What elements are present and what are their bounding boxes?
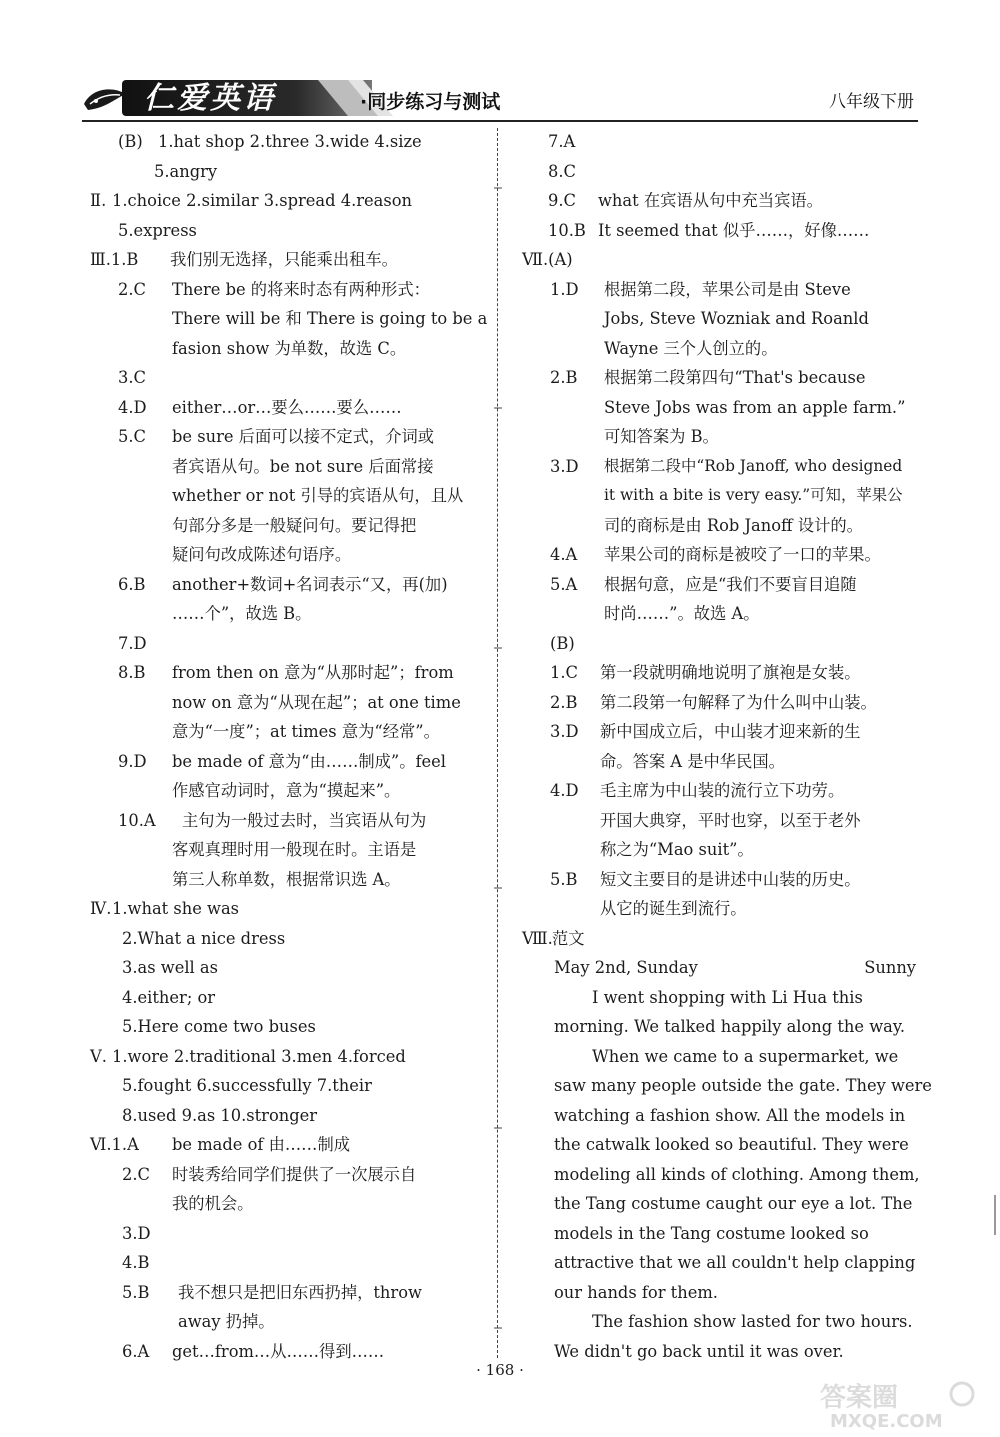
item-text: 者宾语从句。be not sure 后面常接 xyxy=(172,456,434,476)
answer-line xyxy=(522,452,918,482)
answer-line xyxy=(114,157,489,187)
answer-line xyxy=(114,658,489,688)
essay-text: saw many people outside the gate. They were xyxy=(554,1076,932,1095)
essay-line xyxy=(522,1219,918,1249)
item-text: 毛主席为中山装的流行立下功劳。 xyxy=(600,781,845,800)
item-text: 1.hat shop 2.three 3.wide 4.size xyxy=(158,132,422,151)
answer-line xyxy=(90,1130,489,1160)
answer-line xyxy=(522,186,918,216)
item-text: 我不想只是把旧东西扔掉，throw xyxy=(178,1282,422,1302)
item-text: 句部分多是一般疑问句。要记得把 xyxy=(172,515,417,535)
item-text: 称之为“Mao suit”。 xyxy=(600,840,754,859)
item-number: 1.D xyxy=(550,279,579,299)
answer-line xyxy=(114,570,489,600)
answer-line xyxy=(114,953,489,983)
item-number: 5.B xyxy=(550,869,578,889)
section-number: Ⅶ.(A) xyxy=(522,250,573,269)
essay-heading xyxy=(522,953,918,983)
answer-line xyxy=(114,1160,489,1190)
item-number: 9.C xyxy=(548,191,576,210)
item-text: 我们别无选择，只能乘出租车。 xyxy=(170,250,398,269)
answer-line xyxy=(522,334,918,364)
answer-line xyxy=(114,1219,489,1249)
answer-line xyxy=(114,747,489,777)
book-subtitle: ·同步练习与测试 xyxy=(360,91,501,113)
page-number: · 168 · xyxy=(476,1361,524,1379)
item-text: 根据第二段，苹果公司是由 Steve xyxy=(604,279,851,299)
answer-line xyxy=(114,1248,489,1278)
item-text: 3.as well as xyxy=(122,958,218,977)
item-number: 4.D xyxy=(550,781,579,800)
essay-date: May 2nd, Sunday xyxy=(554,958,698,977)
answer-line xyxy=(90,1042,489,1072)
answer-line xyxy=(114,1278,489,1308)
item-text: 新中国成立后，中山装才迎来新的生 xyxy=(600,722,861,741)
item-text: 4.either; or xyxy=(122,987,216,1007)
essay-line xyxy=(522,1307,918,1337)
item-text: It seemed that 似乎……，好像…… xyxy=(598,220,870,240)
answer-line xyxy=(522,806,918,836)
answer-line xyxy=(114,1012,489,1042)
answer-line xyxy=(114,511,489,541)
answer-line xyxy=(522,216,918,246)
answer-line xyxy=(522,835,918,865)
answer-line xyxy=(522,275,918,305)
essay-line xyxy=(522,1042,918,1072)
essay-text: modeling all kinds of clothing. Among them, xyxy=(554,1164,920,1184)
item-text: 根据第二段第四句“That's because xyxy=(604,368,866,387)
answer-line xyxy=(522,924,918,954)
divider-ticks xyxy=(492,128,504,1358)
item-number: (B) xyxy=(118,132,143,151)
essay-text: attractive that we all couldn't help clapping xyxy=(554,1253,916,1272)
answer-line xyxy=(522,570,918,600)
scan-edge-marks xyxy=(992,1195,998,1235)
section-number: Ⅴ. xyxy=(90,1046,107,1066)
item-number: 2.C xyxy=(118,279,146,299)
item-text: 疑问句改成陈述句语序。 xyxy=(172,545,352,564)
answer-line xyxy=(114,540,489,570)
item-number: 8.B xyxy=(118,663,146,682)
answer-line xyxy=(522,127,918,157)
answer-line xyxy=(90,186,489,216)
item-text: 2.What a nice dress xyxy=(122,928,286,948)
item-text: 第一段就明确地说明了旗袍是女装。 xyxy=(600,663,861,682)
item-number: 2.B xyxy=(550,692,578,712)
answer-line xyxy=(114,1071,489,1101)
item-text: 可知答案为 B。 xyxy=(604,427,719,446)
section-number: Ⅱ. xyxy=(90,191,107,210)
essay-line xyxy=(522,1130,918,1160)
answer-line xyxy=(522,245,918,275)
item-number: 10.A xyxy=(118,810,156,830)
answer-line xyxy=(114,806,489,836)
item-text: get…from…从……得到…… xyxy=(172,1341,385,1361)
item-number: 7.D xyxy=(118,633,147,653)
answer-line xyxy=(114,865,489,895)
essay-line xyxy=(522,1012,918,1042)
item-text: 时装秀给同学们提供了一次展示自 xyxy=(172,1164,417,1184)
essay-line xyxy=(522,1248,918,1278)
essay-line xyxy=(522,1189,918,1219)
essay-text: morning. We talked happily along the way. xyxy=(554,1017,906,1036)
answer-line xyxy=(522,776,918,806)
item-text: 客观真理时用一般现在时。主语是 xyxy=(172,840,417,859)
item-text: 司的商标是由 Rob Janoff 设计的。 xyxy=(604,515,863,535)
item-text: 从它的诞生到流行。 xyxy=(600,899,747,918)
item-text: 我的机会。 xyxy=(172,1194,254,1213)
answer-line xyxy=(114,629,489,659)
item-text: 时尚……”。故选 A。 xyxy=(604,604,760,623)
item-text: 5.angry xyxy=(154,161,218,181)
answer-line xyxy=(114,481,489,511)
header-rule xyxy=(82,120,918,122)
item-text: another+数词+名词表示“又，再(加) xyxy=(172,574,448,594)
item-text: either…or…要么……要么…… xyxy=(172,397,402,417)
essay-text: the Tang costume caught our eye a lot. The xyxy=(554,1194,913,1213)
item-number: 3.C xyxy=(118,368,146,387)
item-text: Jobs, Steve Wozniak and Roanld xyxy=(604,309,869,328)
item-number: 2.B xyxy=(550,368,578,387)
answer-line xyxy=(114,363,489,393)
item-text: 短文主要目的是讲述中山装的历史。 xyxy=(600,869,861,889)
item-number: 7.A xyxy=(548,132,576,151)
answer-line xyxy=(90,245,489,275)
answer-line xyxy=(522,540,918,570)
item-number: 3.D xyxy=(122,1223,151,1243)
answer-line xyxy=(522,629,918,659)
essay-line xyxy=(522,1337,918,1367)
answer-line xyxy=(114,275,489,305)
item-text: 作感官动词时，意为“摸起来”。 xyxy=(172,781,401,800)
item-number: 2.C xyxy=(122,1164,150,1184)
item-text: whether or not 引导的宾语从句，且从 xyxy=(172,486,464,505)
answer-line xyxy=(114,393,489,423)
answer-line xyxy=(114,1189,489,1219)
answer-line xyxy=(522,393,918,423)
watermark-url: MXQE.COM xyxy=(830,1411,943,1430)
answer-line xyxy=(114,776,489,806)
item-number: 4.D xyxy=(118,397,147,417)
answer-line xyxy=(114,1337,489,1367)
essay-text: our hands for them. xyxy=(554,1282,718,1302)
grade-label: 八年级下册 xyxy=(829,92,914,112)
right-column xyxy=(522,127,932,1366)
item-number: 8.C xyxy=(548,161,576,181)
answer-line xyxy=(114,835,489,865)
item-number: Ⅲ.1.B xyxy=(90,250,139,269)
item-number: 4.B xyxy=(122,1253,150,1272)
essay-text: We didn't go back until it was over. xyxy=(554,1341,844,1361)
item-number: 9.D xyxy=(118,751,147,771)
answer-line xyxy=(114,127,489,157)
item-text: 意为“一度”；at times 意为“经常”。 xyxy=(172,722,440,741)
section-number: Ⅷ. xyxy=(522,928,553,948)
essay-text: the catwalk looked so beautiful. They were xyxy=(554,1135,909,1154)
item-number: 1.C xyxy=(550,663,578,682)
answer-line xyxy=(114,422,489,452)
essay-weather: Sunny xyxy=(864,958,916,977)
answer-line xyxy=(522,865,918,895)
item-text: There be 的将来时态有两种形式： xyxy=(172,279,430,299)
item-text: 8.used 9.as 10.stronger xyxy=(122,1105,318,1125)
item-text: be sure 后面可以接不定式，介词或 xyxy=(172,427,435,446)
answer-line xyxy=(114,688,489,718)
answer-line xyxy=(522,894,918,924)
section-title: 范文 xyxy=(552,928,585,948)
essay-text: I went shopping with Li Hua this xyxy=(592,987,863,1007)
answer-line xyxy=(522,747,918,777)
answer-line xyxy=(522,658,918,688)
item-number: 3.D xyxy=(550,722,579,741)
answer-line xyxy=(522,688,918,718)
item-text: 5.express xyxy=(118,220,197,240)
item-text: 第二段第一句解释了为什么叫中山装。 xyxy=(600,692,877,712)
watermark-title: 答案圈 xyxy=(820,1383,899,1413)
item-text: Wayne 三个人创立的。 xyxy=(604,338,778,358)
item-number: 10.B xyxy=(548,220,586,240)
item-number: 5.A xyxy=(550,574,578,594)
page-header xyxy=(82,76,918,120)
item-text: be made of 意为“由……制成”。feel xyxy=(172,751,447,771)
answer-line xyxy=(90,894,489,924)
watermark-logo xyxy=(790,1380,990,1430)
section-number: (B) xyxy=(550,633,575,653)
essay-text: models in the Tang costume looked so xyxy=(554,1223,869,1243)
item-text: Steve Jobs was from an apple farm.” xyxy=(604,397,906,417)
item-text: away 扔掉。 xyxy=(178,1312,275,1331)
item-text: 第三人称单数，根据常识选 A。 xyxy=(172,869,401,889)
item-text: 根据句意，应是“我们不要盲目追随 xyxy=(604,574,857,594)
answer-line xyxy=(522,481,918,511)
essay-line xyxy=(522,1101,918,1131)
item-text: 主句为一般过去时，当宾语从句为 xyxy=(182,810,427,830)
answer-line xyxy=(114,304,489,334)
left-column xyxy=(90,127,489,1366)
item-text: ……个”，故选 B。 xyxy=(172,604,312,623)
essay-line xyxy=(522,1160,918,1190)
item-text: 开国大典穿，平时也穿，以至于老外 xyxy=(600,810,861,830)
answer-line xyxy=(522,422,918,452)
item-text: it with a bite is very easy.”可知，苹果公 xyxy=(604,486,903,504)
item-number: 6.A xyxy=(122,1341,150,1361)
answer-line xyxy=(114,334,489,364)
section-number: Ⅳ. xyxy=(90,899,112,918)
answer-line xyxy=(114,599,489,629)
item-text: 1.choice 2.similar 3.spread 4.reason xyxy=(112,191,413,210)
answer-line xyxy=(114,1307,489,1337)
answer-line xyxy=(114,452,489,482)
answer-line xyxy=(522,599,918,629)
item-text: from then on 意为“从那时起”；from xyxy=(172,663,454,682)
essay-text: The fashion show lasted for two hours. xyxy=(592,1312,913,1331)
item-text: now on 意为“从现在起”；at one time xyxy=(172,692,461,712)
item-text: 命。答案 A 是中华民国。 xyxy=(600,751,785,771)
item-text: 1.what she was xyxy=(112,899,240,918)
answer-line xyxy=(114,1101,489,1131)
answer-line xyxy=(114,924,489,954)
item-number: 5.C xyxy=(118,427,146,446)
essay-line xyxy=(522,983,918,1013)
item-text: 5.Here come two buses xyxy=(122,1017,316,1036)
item-text: what 在宾语从句中充当宾语。 xyxy=(598,191,823,210)
essay-text: When we came to a supermarket, we xyxy=(592,1046,899,1066)
item-text: 5.fought 6.successfully 7.their xyxy=(122,1076,372,1095)
answer-line xyxy=(114,983,489,1013)
item-text: 根据第二段中“Rob Janoff, who designed xyxy=(604,456,903,475)
essay-line xyxy=(522,1071,932,1101)
item-number: 6.B xyxy=(118,574,146,594)
answer-line xyxy=(522,511,918,541)
answer-line xyxy=(522,363,918,393)
item-text: 1.wore 2.traditional 3.men 4.forced xyxy=(112,1046,406,1066)
item-number: 4.A xyxy=(550,545,578,564)
answer-line xyxy=(522,717,918,747)
item-text: There will be 和 There is going to be a xyxy=(172,309,488,328)
item-text: fasion show 为单数，故选 C。 xyxy=(172,338,407,358)
brand-title: 仁爱英语 xyxy=(144,81,276,116)
answer-line xyxy=(522,304,918,334)
essay-text: watching a fashion show. All the models in xyxy=(554,1105,906,1125)
item-text: be made of 由……制成 xyxy=(172,1135,351,1154)
essay-line xyxy=(522,1278,918,1308)
answer-line xyxy=(522,157,918,187)
item-number: 3.D xyxy=(550,456,579,476)
answer-line xyxy=(114,216,489,246)
item-number: 5.B xyxy=(122,1282,150,1302)
item-number: Ⅵ.1.A xyxy=(90,1135,139,1154)
item-text: 苹果公司的商标是被咬了一口的苹果。 xyxy=(604,545,881,564)
answer-line xyxy=(114,717,489,747)
